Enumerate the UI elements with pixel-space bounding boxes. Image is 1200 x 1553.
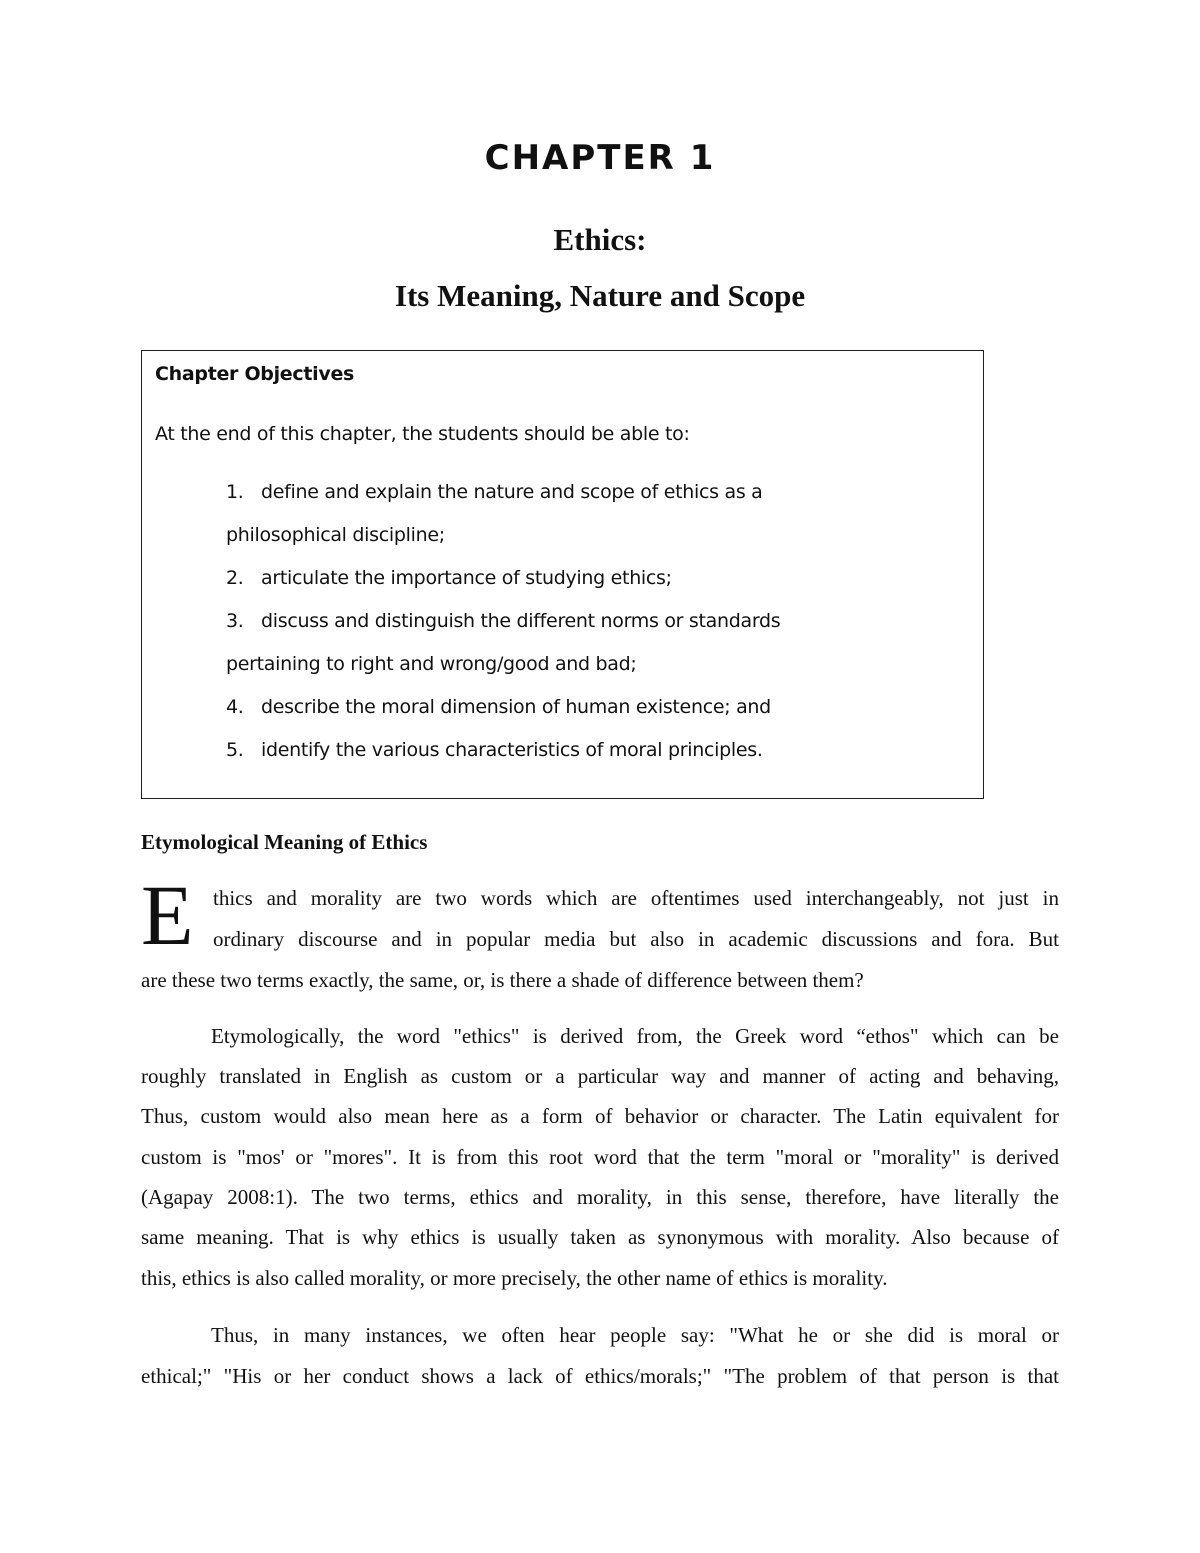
- chapter-objectives-box: [141, 350, 984, 799]
- paragraph-line: Etymologically, the word "ethics" is derived from, the Greek word “ethos" which can be: [211, 1024, 1059, 1048]
- paragraph-line: thics and morality are two words which are oftentimes used interchangeably, not just in: [213, 886, 1059, 910]
- objective-number: 1.: [226, 481, 244, 503]
- objectives-intro: At the end of this chapter, the students should be able to:: [155, 423, 690, 445]
- paragraph-line: are these two terms exactly, the same, or, is there a shade of difference between them?: [141, 968, 864, 992]
- section-heading: Etymological Meaning of Ethics: [141, 830, 428, 854]
- objective-number: 5.: [226, 739, 244, 761]
- paragraph-line: ethical;" "His or her conduct shows a lack of ethics/morals;" "The problem of that person is that: [141, 1364, 1059, 1388]
- objective-item: [226, 567, 672, 589]
- objective-item: [226, 610, 780, 632]
- objective-text: identify the various characteristics of moral principles.: [261, 739, 763, 761]
- chapter-title-line2: Its Meaning, Nature and Scope: [394, 278, 806, 313]
- paragraph-line: same meaning. That is why ethics is usually taken as synonymous with morality. Also because of: [141, 1225, 1059, 1249]
- objective-text: define and explain the nature and scope of ethics as a: [261, 481, 763, 503]
- objective-number: 3.: [226, 610, 244, 632]
- paragraph-line: custom is "mos' or "mores". It is from this root word that the term "moral or "morality" is derived: [141, 1145, 1059, 1169]
- objective-item: [226, 739, 763, 761]
- objective-item: [226, 696, 771, 718]
- objective-text: describe the moral dimension of human existence; and: [261, 696, 771, 718]
- objective-text: articulate the importance of studying ethics;: [261, 567, 672, 589]
- objective-number: 4.: [226, 696, 244, 718]
- chapter-title-line1: Ethics:: [553, 222, 647, 257]
- drop-cap: E: [141, 867, 194, 963]
- paragraph-line: roughly translated in English as custom or a particular way and manner of acting and behaving,: [141, 1064, 1059, 1088]
- objectives-title: Chapter Objectives: [155, 363, 355, 385]
- paragraph-line: Thus, in many instances, we often hear people say: "What he or she did is moral or: [211, 1323, 1059, 1347]
- paragraph-line: (Agapay 2008:1). The two terms, ethics and morality, in this sense, therefore, have literally the: [141, 1185, 1059, 1209]
- chapter-heading: CHAPTER 1: [484, 138, 716, 178]
- objective-continuation: pertaining to right and wrong/good and bad;: [226, 653, 637, 675]
- paragraph-line: this, ethics is also called morality, or more precisely, the other name of ethics is morality.: [141, 1266, 888, 1290]
- objective-number: 2.: [226, 567, 244, 589]
- objective-continuation: philosophical discipline;: [226, 524, 445, 546]
- paragraph-line: ordinary discourse and in popular media but also in academic discussions and fora. But: [213, 927, 1059, 951]
- objective-text: discuss and distinguish the different norms or standards: [261, 610, 781, 632]
- objective-item: [226, 481, 763, 503]
- paragraph-line: Thus, custom would also mean here as a form of behavior or character. The Latin equivalent for: [141, 1104, 1059, 1128]
